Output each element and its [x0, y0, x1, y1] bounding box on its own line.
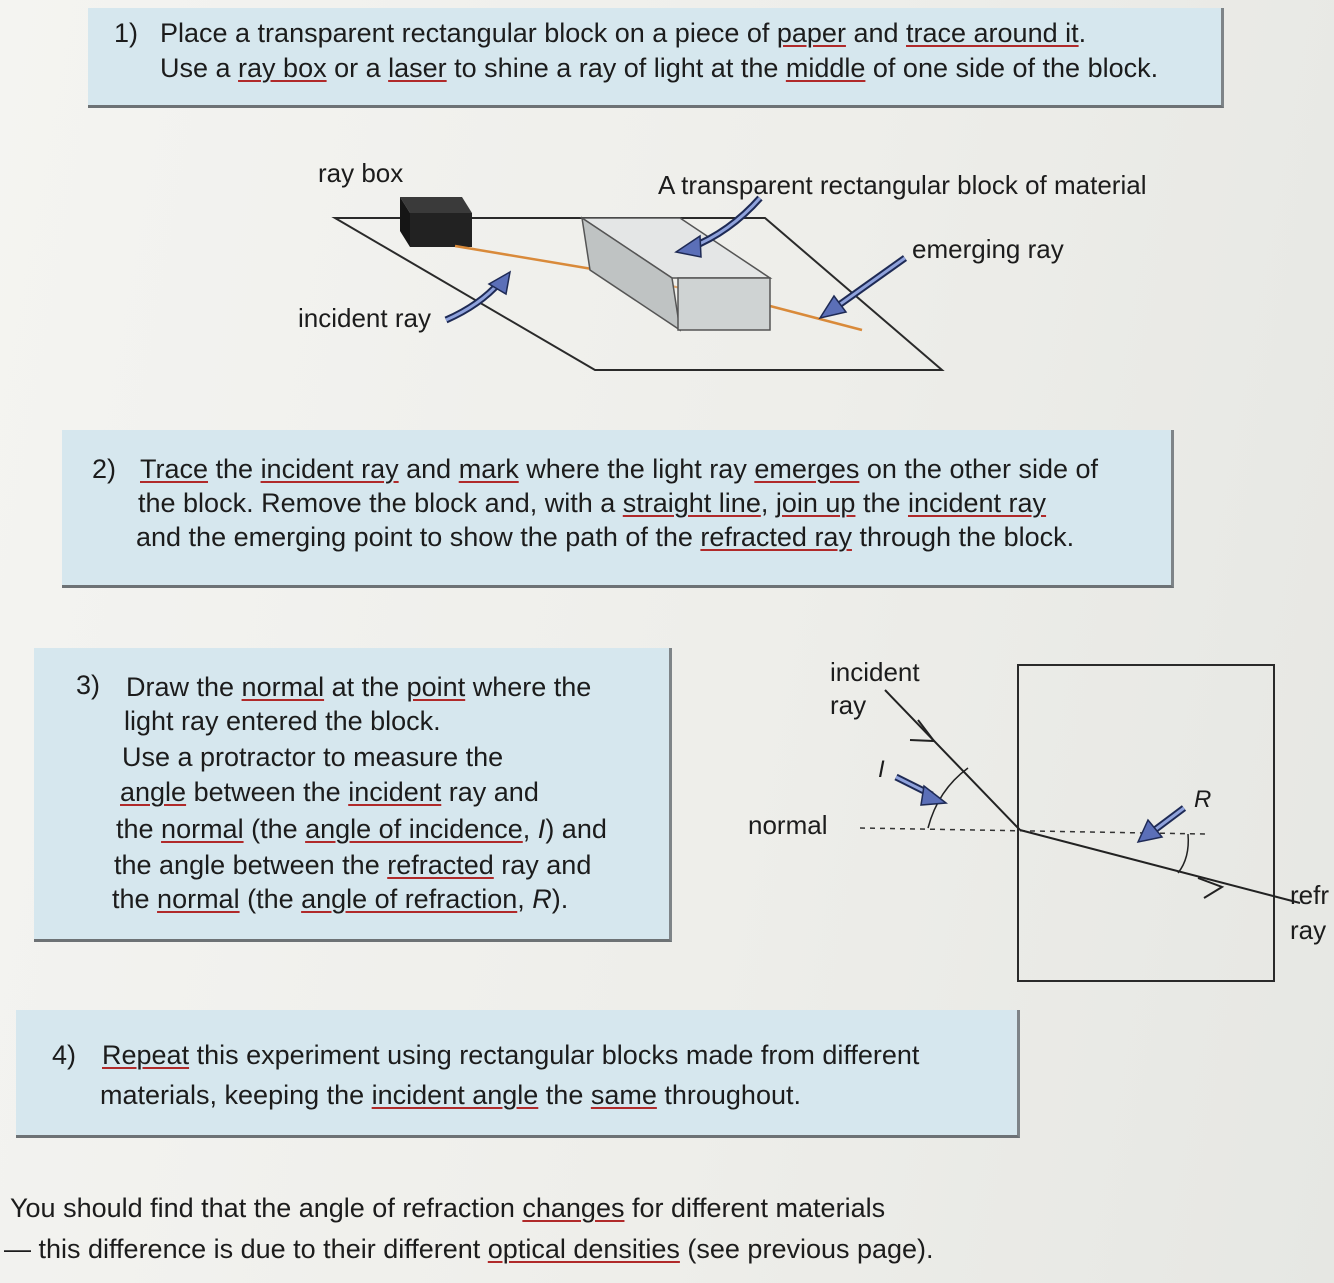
incident-ray: [885, 690, 1020, 830]
angle-r-arc: [1178, 834, 1188, 873]
key-term: trace around it: [906, 18, 1079, 48]
text-segment: Use a: [160, 53, 239, 83]
text-segment: ray and: [493, 850, 592, 880]
refracted-label-1: refr: [1290, 880, 1329, 910]
text-segment: (the: [243, 814, 306, 844]
step-number: 4): [52, 1040, 77, 1070]
angle-i-label: I: [878, 756, 885, 783]
key-term: normal: [241, 672, 325, 702]
text-segment: Place a transparent rectangular block on a piece of: [160, 18, 777, 48]
key-term: paper: [776, 18, 846, 48]
key-term: Trace: [140, 454, 209, 484]
text-segment: Draw the: [126, 672, 242, 702]
refracted-label-2: ray: [1290, 915, 1327, 945]
text-segment: at the: [324, 672, 407, 702]
step-number: 3): [76, 670, 101, 700]
key-term: normal: [161, 814, 244, 844]
text-segment: ) and: [545, 814, 607, 844]
text-segment: of one side of the block.: [865, 53, 1159, 83]
text-segment: (the: [239, 884, 302, 914]
key-term: straight line: [622, 488, 761, 518]
text-segment: materials, keeping the: [100, 1080, 372, 1110]
step-4-line-2: [100, 1078, 801, 1112]
refracted-ray: [1020, 830, 1300, 903]
text-segment: ).: [551, 884, 569, 914]
step-4-box: [16, 1010, 1020, 1138]
text-segment: and: [845, 18, 906, 48]
key-term: changes: [522, 1193, 625, 1223]
ray-box-label: ray box: [318, 158, 404, 188]
text-segment: — this difference is due to their different: [4, 1234, 488, 1264]
incident-ray-label: incident ray: [298, 303, 431, 333]
text-segment: and: [398, 454, 459, 484]
angle-r-label: R: [1194, 786, 1212, 813]
text-segment: this experiment using rectangular blocks made from different: [189, 1040, 920, 1070]
text-segment: ,: [517, 884, 533, 914]
key-term: angle of incidence: [305, 814, 523, 844]
text-segment: Use a protractor to measure the: [122, 742, 504, 772]
key-term: optical densities: [487, 1234, 680, 1264]
incident-label-2: ray: [830, 690, 867, 720]
key-term: laser: [388, 53, 447, 83]
text-segment: R: [532, 884, 552, 914]
text-segment: through the block.: [851, 522, 1075, 552]
key-term: join up: [775, 488, 856, 518]
text-segment: (see previous page).: [679, 1234, 934, 1264]
text-segment: between the: [186, 777, 349, 807]
key-term: refracted: [387, 850, 494, 880]
key-term: ray box: [238, 53, 327, 83]
text-segment: on the other side of: [859, 454, 1099, 484]
emerging-ray-label: emerging ray: [912, 234, 1064, 264]
text-segment: throughout.: [656, 1080, 801, 1110]
text-segment: You should find that the angle of refraction: [10, 1193, 523, 1223]
text-segment: and the emerging point to show the path of the: [136, 522, 701, 552]
key-term: angle of refraction: [301, 884, 518, 914]
text-segment: I: [537, 814, 546, 844]
text-segment: the: [116, 814, 162, 844]
text-segment: the: [208, 454, 261, 484]
key-term: incident ray: [260, 454, 399, 484]
key-term: point: [406, 672, 466, 702]
key-term: incident ray: [907, 488, 1047, 518]
key-term: emerges: [754, 454, 860, 484]
key-term: Repeat: [102, 1040, 190, 1070]
text-segment: .: [1078, 18, 1087, 48]
text-segment: light ray entered the block.: [124, 706, 441, 736]
key-term: mark: [458, 454, 519, 484]
key-term: same: [590, 1080, 657, 1110]
key-term: middle: [785, 53, 866, 83]
text-segment: the: [112, 884, 158, 914]
conclusion-line-2: [4, 1234, 934, 1265]
text-segment: or a: [326, 53, 389, 83]
text-segment: the: [855, 488, 908, 518]
text-segment: to shine a ray of light at the: [446, 53, 786, 83]
step-4-line-1: [102, 1038, 919, 1072]
text-segment: the: [538, 1080, 591, 1110]
text-segment: ray and: [441, 777, 539, 807]
incident-label-1: incident: [830, 657, 920, 687]
text-segment: for different materials: [624, 1193, 886, 1223]
text-segment: where the light ray: [518, 454, 755, 484]
key-term: angle: [120, 777, 187, 807]
block-label: A transparent rectangular block of material: [658, 170, 1147, 200]
conclusion-line-1: [10, 1193, 885, 1224]
text-segment: ,: [760, 488, 776, 518]
key-term: incident angle: [371, 1080, 539, 1110]
text-segment: the block. Remove the block and, with a: [138, 488, 623, 518]
text-segment: the angle between the: [114, 850, 388, 880]
key-term: refracted ray: [700, 522, 852, 552]
normal-label: normal: [748, 810, 828, 840]
key-term: normal: [157, 884, 240, 914]
step-number: 2): [92, 454, 117, 484]
text-segment: ,: [522, 814, 538, 844]
key-term: incident: [348, 777, 442, 807]
step-number: 1): [114, 18, 139, 48]
text-segment: where the: [465, 672, 592, 702]
